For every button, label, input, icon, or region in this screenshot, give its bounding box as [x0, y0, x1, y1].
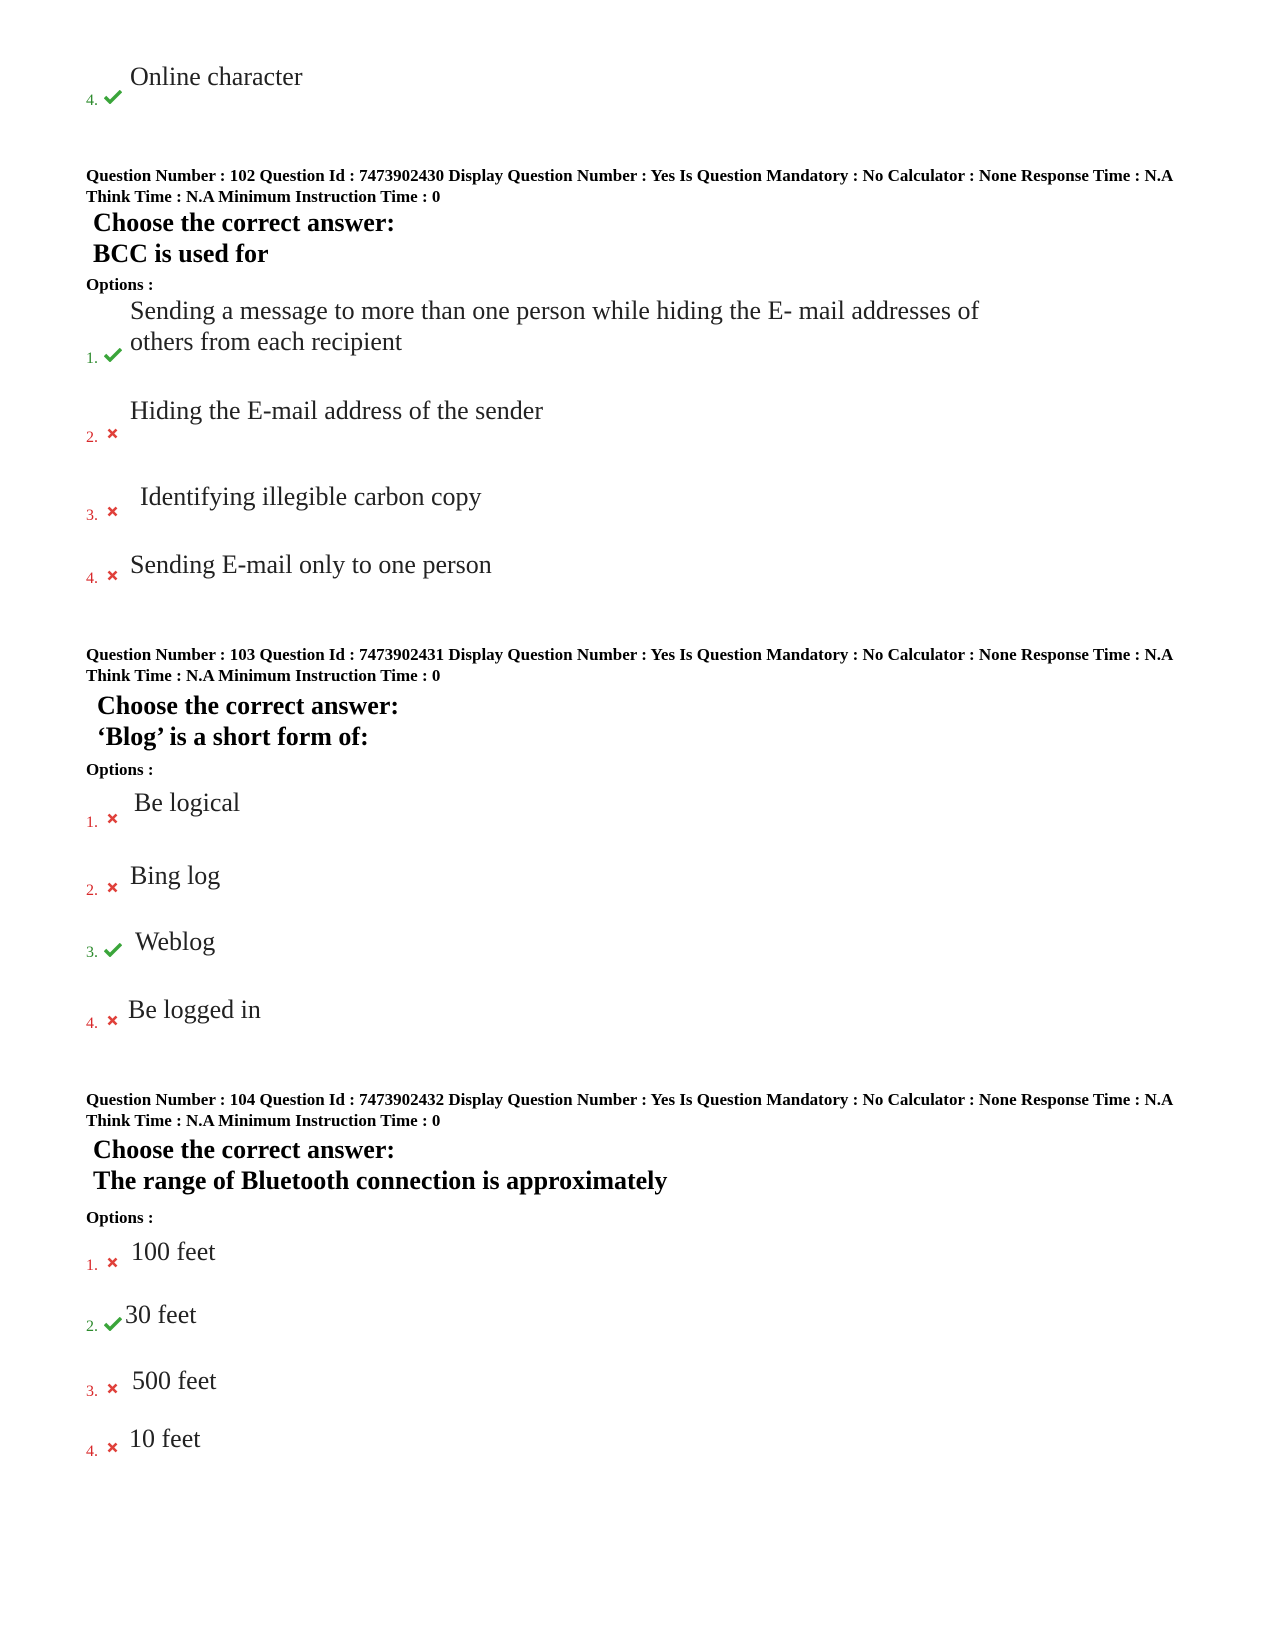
option-number: 2. [86, 1318, 98, 1335]
question-text: The range of Bluetooth connection is approximately [93, 1166, 668, 1195]
option-text: 500 feet [132, 1366, 217, 1395]
question-meta: Question Number : 103 Question Id : 7473902431 Display Question Number : Yes Is Question Mandatory : No Calculator : None Response Time : N.A Think Time : N.A Minimum Instruction Time : 0 [86, 645, 1173, 685]
question-meta: Question Number : 104 Question Id : 7473902432 Display Question Number : Yes Is Question Mandatory : No Calculator : None Response Time : N.A Think Time : N.A Minimum Instruction Time : 0 [86, 1090, 1173, 1130]
options-label: Options : [86, 1208, 154, 1227]
cross-icon [107, 1015, 118, 1026]
cross-icon [107, 428, 118, 439]
option-text: 100 feet [131, 1237, 216, 1266]
option-text: 10 feet [129, 1424, 201, 1453]
option-text: Be logged in [128, 995, 261, 1024]
options-label: Options : [86, 760, 154, 779]
option-text: Weblog [135, 927, 216, 956]
option-text-line-2: others from each recipient [130, 327, 403, 356]
option-text: Identifying illegible carbon copy [140, 482, 482, 511]
option-text: Sending E-mail only to one person [130, 550, 492, 579]
option-number: 1. [86, 1257, 98, 1274]
option-number: 2. [86, 882, 98, 899]
cross-icon [107, 1257, 118, 1268]
option-number: 2. [86, 429, 98, 446]
option-number: 3. [86, 944, 98, 961]
option-text: Online character [130, 62, 303, 91]
option-number: 3. [86, 507, 98, 524]
option-number: 4. [86, 1443, 98, 1460]
check-icon [104, 90, 122, 104]
check-icon [104, 348, 122, 362]
cross-icon [107, 570, 118, 581]
option-text-line-1: Sending a message to more than one person while hiding the E- mail addresses of [130, 296, 980, 325]
option-text: Hiding the E-mail address of the sender [130, 396, 543, 425]
cross-icon [107, 506, 118, 517]
question-instruction: Choose the correct answer: [93, 1135, 396, 1164]
option-text: 30 feet [125, 1300, 197, 1329]
option-text: Bing log [130, 861, 221, 890]
question-meta: Question Number : 102 Question Id : 7473902430 Display Question Number : Yes Is Question Mandatory : No Calculator : None Response Time : N.A Think Time : N.A Minimum Instruction Time : 0 [86, 166, 1173, 206]
check-icon [104, 1317, 122, 1331]
cross-icon [107, 1383, 118, 1394]
check-icon [104, 943, 122, 957]
option-number: 3. [86, 1383, 98, 1400]
cross-icon [107, 813, 118, 824]
question-text: BCC is used for [93, 239, 269, 268]
question-text: ‘Blog’ is a short form of: [97, 722, 369, 751]
option-number: 4. [86, 92, 98, 109]
question-instruction: Choose the correct answer: [93, 208, 396, 237]
options-label: Options : [86, 275, 154, 294]
cross-icon [107, 1442, 118, 1453]
option-number: 1. [86, 350, 98, 367]
cross-icon [107, 882, 118, 893]
option-text: Be logical [134, 788, 241, 817]
option-number: 4. [86, 1015, 98, 1032]
question-instruction: Choose the correct answer: [97, 691, 400, 720]
option-number: 4. [86, 570, 98, 587]
option-number: 1. [86, 814, 98, 831]
